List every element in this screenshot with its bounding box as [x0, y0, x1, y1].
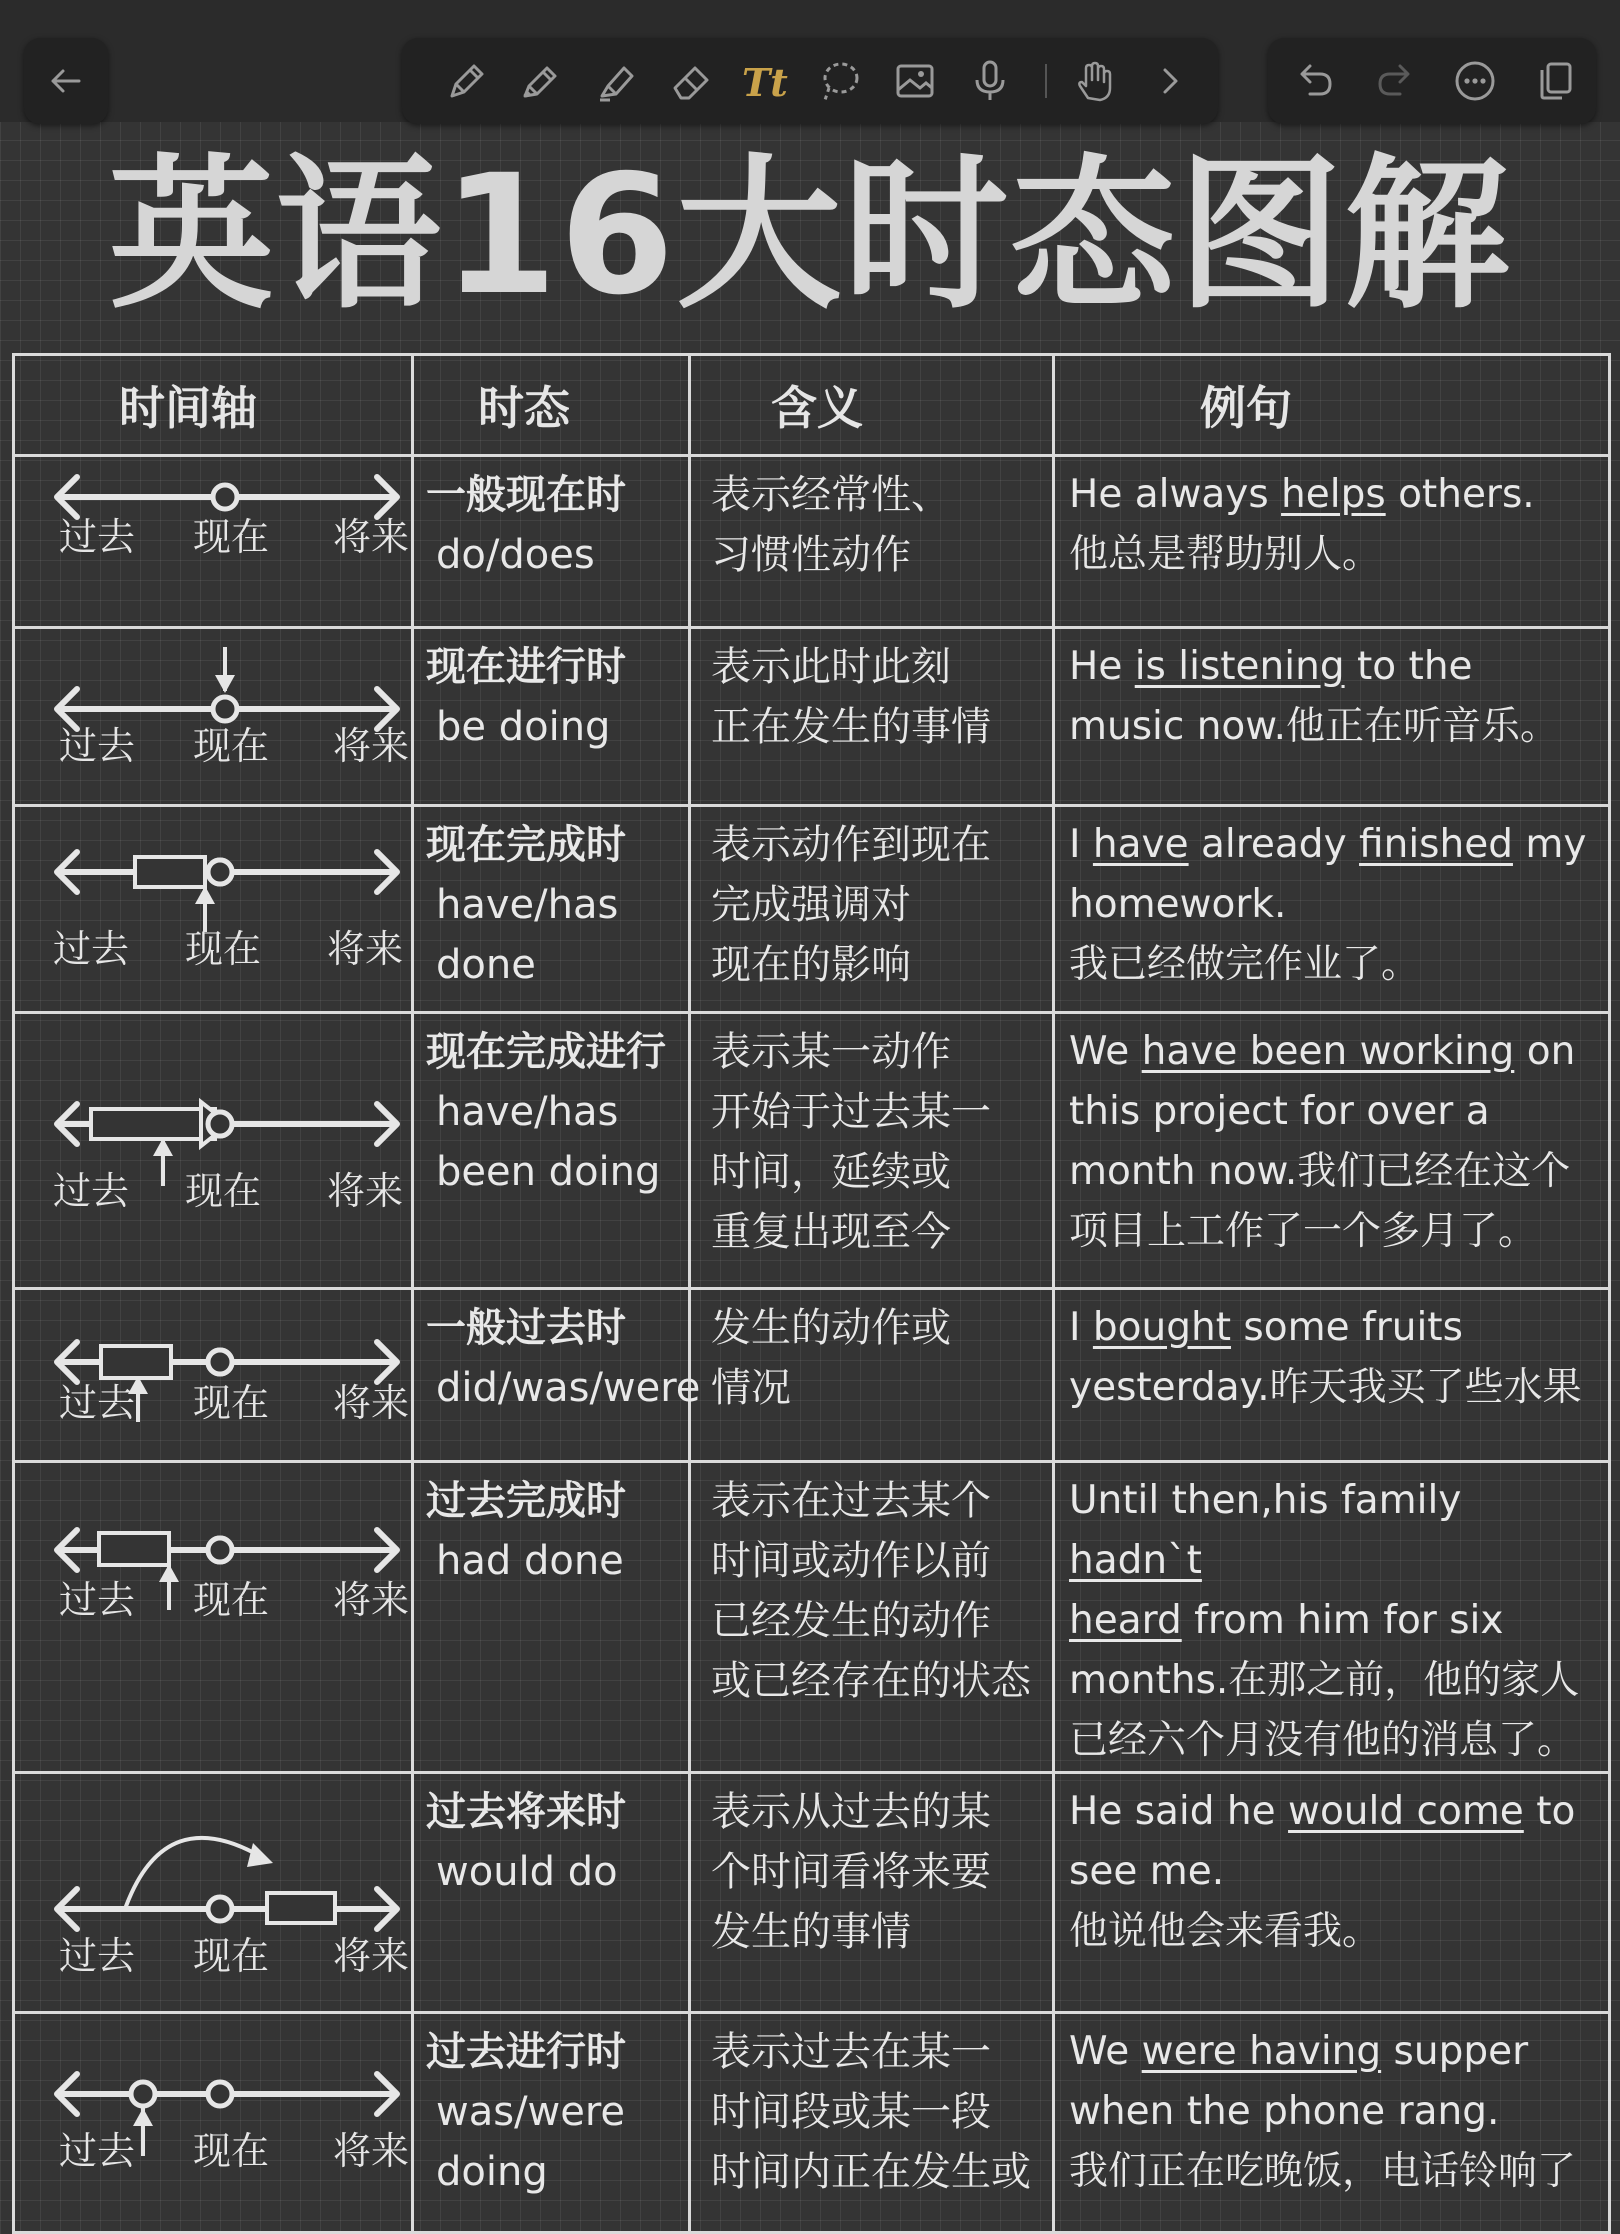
timeline-diagram	[15, 1463, 411, 1755]
meaning-cell	[690, 1462, 1054, 1773]
more-icon	[1450, 56, 1500, 106]
timeline-label-past: 过去	[59, 1578, 136, 1622]
pencil-tool-button[interactable]	[507, 48, 573, 114]
table-row	[14, 2013, 1610, 2233]
timeline-label-now: 现在	[193, 2129, 270, 2173]
meaning-cell	[690, 628, 1054, 806]
timeline-label-now: 现在	[193, 515, 270, 559]
underlined-verb: have been working	[1141, 1029, 1515, 1074]
timeline-label-now: 现在	[193, 1381, 270, 1425]
meaning-text: 表示此时此刻 正在发生的事情	[711, 644, 991, 750]
meaning-cell	[690, 806, 1054, 1013]
underlined-verb: helps	[1281, 472, 1386, 517]
hand-icon	[1070, 56, 1120, 106]
example-cell	[1054, 806, 1610, 1013]
example-sentence: He always helps others. 他总是帮助别人。	[1069, 472, 1535, 577]
header-timeline: 时间轴	[14, 355, 413, 456]
pages-button[interactable]	[1522, 48, 1588, 114]
timeline-label-past: 过去	[53, 1169, 130, 1213]
timeline-label-past: 过去	[59, 1934, 136, 1978]
timeline-cell	[14, 628, 413, 806]
timeline-label-future: 将来	[333, 1578, 410, 1622]
timeline-cell	[14, 456, 413, 628]
highlighter-tool-button[interactable]	[582, 48, 648, 114]
highlighter-icon	[590, 56, 640, 106]
now-marker	[208, 1897, 232, 1921]
lasso-tool-button[interactable]	[807, 48, 873, 114]
table-row	[14, 1289, 1610, 1462]
underlined-verb: would come	[1288, 1789, 1524, 1834]
underlined-verb: hadn`t	[1069, 1538, 1202, 1583]
arc-arrow-icon	[247, 1843, 273, 1867]
timeline-diagram	[15, 1290, 411, 1463]
example-cell	[1054, 1289, 1610, 1462]
back-button[interactable]	[33, 48, 99, 114]
example-sentence: Until then,his family hadn`t heard from him for six months.在那之前，他的家人 已经六个月没有他的消息了。	[1069, 1478, 1580, 1763]
timeline-label-now: 现在	[185, 927, 262, 971]
table-row	[14, 1013, 1610, 1289]
redo-icon	[1370, 56, 1420, 106]
tense-cell	[413, 628, 690, 806]
meaning-cell	[690, 456, 1054, 628]
timeline-diagram	[15, 2014, 411, 2234]
text-icon	[740, 56, 790, 106]
example-cell	[1054, 628, 1610, 806]
timeline-label-now: 现在	[193, 1934, 270, 1978]
example-sentence: I have already finished my homework. 我已经做完作业了。	[1069, 822, 1587, 987]
eraser-icon	[665, 56, 715, 106]
duration-box	[135, 857, 205, 887]
example-sentence: We have been working on this project for over a month now.我们已经在这个 项目上工作了一个多月了。	[1069, 1029, 1576, 1254]
tense-name: 现在完成进行	[426, 1029, 666, 1075]
meaning-text: 表示动作到现在 完成强调对 现在的影响	[711, 822, 991, 988]
pages-icon	[1530, 56, 1580, 106]
image-tool-button[interactable]	[882, 48, 948, 114]
eraser-tool-button[interactable]	[657, 48, 723, 114]
timeline-cell	[14, 2013, 413, 2233]
example-cell	[1054, 1773, 1610, 2013]
duration-box	[267, 1893, 335, 1923]
tense-cell	[413, 2013, 690, 2233]
meaning-cell	[690, 2013, 1054, 2233]
example-sentence: He is listening to the music now.他正在听音乐。	[1069, 644, 1559, 749]
tense-name: 现在完成时	[426, 822, 626, 868]
tense-name: 过去将来时	[426, 1789, 626, 1835]
tense-form: would do	[436, 1849, 618, 1895]
table-row	[14, 628, 1610, 806]
hand-tool-button[interactable]	[1062, 48, 1128, 114]
meaning-cell	[690, 1013, 1054, 1289]
chevron-right-icon	[1145, 56, 1195, 106]
redo-button[interactable]	[1362, 48, 1428, 114]
tense-cell	[413, 1013, 690, 1289]
tense-form: do/does	[436, 532, 595, 578]
tense-form: be doing	[436, 704, 611, 750]
header-tense: 时态	[413, 355, 690, 456]
back-group	[24, 38, 108, 124]
table-row	[14, 1462, 1610, 1773]
undo-icon	[1290, 56, 1340, 106]
timeline-cell	[14, 1289, 413, 1462]
example-cell	[1054, 1462, 1610, 1773]
top-toolbar	[0, 0, 1620, 122]
timeline-diagram	[15, 1014, 411, 1290]
timeline-label-future: 将来	[327, 927, 404, 971]
pen-icon	[440, 56, 490, 106]
table-header-row	[14, 355, 1610, 456]
down-arrow-icon	[215, 675, 235, 693]
header-meaning: 含义	[690, 355, 1054, 456]
tense-form: was/were doing	[436, 2089, 626, 2195]
image-icon	[890, 56, 940, 106]
tense-cell	[413, 806, 690, 1013]
underlined-verb: heard	[1069, 1598, 1182, 1643]
meaning-cell	[690, 1289, 1054, 1462]
tense-name: 一般现在时	[426, 472, 626, 518]
meaning-text: 表示从过去的某 个时间看将来要 发生的事情	[711, 1789, 991, 1955]
underlined-verb: bought	[1092, 1305, 1232, 1350]
timeline-diagram	[15, 807, 411, 1014]
timeline-label-future: 将来	[327, 1169, 404, 1213]
underlined-verb: is listening	[1134, 644, 1345, 689]
timeline-cell	[14, 806, 413, 1013]
timeline-label-past: 过去	[59, 2129, 136, 2173]
svg-text:Tt: Tt	[742, 60, 788, 105]
tense-cell	[413, 1289, 701, 1462]
now-marker	[213, 485, 237, 509]
header-example: 例句	[1054, 355, 1610, 456]
tense-form: had done	[436, 1538, 624, 1584]
timeline-diagram	[15, 1774, 411, 2014]
tense-cell	[413, 1462, 690, 1773]
underlined-verb: were having	[1141, 2029, 1382, 2074]
timeline-label-past: 过去	[59, 515, 136, 559]
timeline-label-future: 将来	[333, 1934, 410, 1978]
timeline-cell	[14, 1013, 413, 1289]
tense-form: have/has been doing	[436, 1089, 661, 1195]
tense-name: 现在进行时	[426, 644, 626, 690]
tense-cell	[413, 456, 690, 628]
underlined-verb: finished	[1359, 822, 1513, 867]
meaning-text: 表示在过去某个 时间或动作以前 已经发生的动作 或已经存在的状态	[711, 1478, 1031, 1704]
mic-icon	[965, 56, 1015, 106]
underlined-verb: have	[1092, 822, 1189, 867]
example-cell	[1054, 2013, 1610, 2233]
tense-name: 过去完成时	[426, 1478, 626, 1524]
table-row	[14, 806, 1610, 1013]
timeline-cell	[14, 1462, 413, 1773]
duration-box	[91, 1109, 215, 1139]
timeline-cell	[14, 1773, 413, 2013]
tense-name: 过去进行时	[426, 2029, 626, 2075]
meaning-cell	[690, 1773, 1054, 2013]
timeline-label-past: 过去	[59, 724, 136, 768]
more-options-button[interactable]	[1442, 48, 1508, 114]
meaning-text: 发生的动作或 情况	[711, 1305, 951, 1411]
mic-tool-button[interactable]	[957, 48, 1023, 114]
timeline-label-now: 现在	[193, 724, 270, 768]
tense-form: have/has done	[436, 882, 619, 988]
more-tools-button[interactable]	[1137, 48, 1203, 114]
future-arc	[125, 1838, 265, 1909]
actions-group	[1268, 38, 1596, 124]
meaning-text: 表示经常性、 习惯性动作	[711, 472, 951, 578]
tense-cell	[413, 1773, 690, 2013]
timeline-label-now: 现在	[185, 1169, 262, 1213]
past-marker	[131, 2082, 155, 2106]
toolbar-divider	[1045, 64, 1047, 98]
timeline-label-future: 将来	[333, 724, 410, 768]
tense-table	[12, 353, 1611, 2234]
timeline-label-future: 将来	[333, 1381, 410, 1425]
duration-box	[99, 1533, 169, 1565]
timeline-label-future: 将来	[333, 515, 410, 559]
timeline-label-now: 现在	[193, 1578, 270, 1622]
timeline-diagram	[15, 457, 411, 629]
lasso-icon	[815, 56, 865, 106]
example-cell	[1054, 456, 1610, 628]
table-row	[14, 456, 1610, 628]
tense-form: did/was/were	[436, 1365, 701, 1411]
pencil-icon	[515, 56, 565, 106]
example-sentence: I bought some fruits yesterday.昨天我买了些水果	[1069, 1305, 1582, 1410]
meaning-text: 表示某一动作 开始于过去某一 时间，延续或 重复出现至今	[711, 1029, 991, 1255]
example-sentence: He said he would come to see me. 他说他会来看我。	[1069, 1789, 1576, 1954]
example-cell	[1054, 1013, 1610, 1289]
up-arrow-icon	[133, 2108, 153, 2126]
now-marker	[213, 697, 237, 721]
timeline-label-past: 过去	[59, 1381, 136, 1425]
undo-button[interactable]	[1282, 48, 1348, 114]
arrow-left-icon	[41, 56, 91, 106]
meaning-text: 表示过去在某一 时间段或某一段 时间内正在发生或	[711, 2029, 1031, 2195]
page-title: 英语16大时态图解	[108, 139, 1512, 331]
timeline-diagram	[15, 629, 411, 807]
timeline-label-future: 将来	[333, 2129, 410, 2173]
tools-group	[402, 38, 1218, 124]
tense-name: 一般过去时	[426, 1305, 626, 1351]
table-row	[14, 1773, 1610, 2013]
text-tool-button[interactable]	[732, 48, 798, 114]
now-marker	[208, 2082, 232, 2106]
pen-tool-button[interactable]	[432, 48, 498, 114]
duration-box	[101, 1346, 171, 1378]
example-sentence: We were having supper when the phone rang. 我们正在吃晚饭，电话铃响了	[1069, 2029, 1577, 2194]
timeline-label-past: 过去	[53, 927, 130, 971]
